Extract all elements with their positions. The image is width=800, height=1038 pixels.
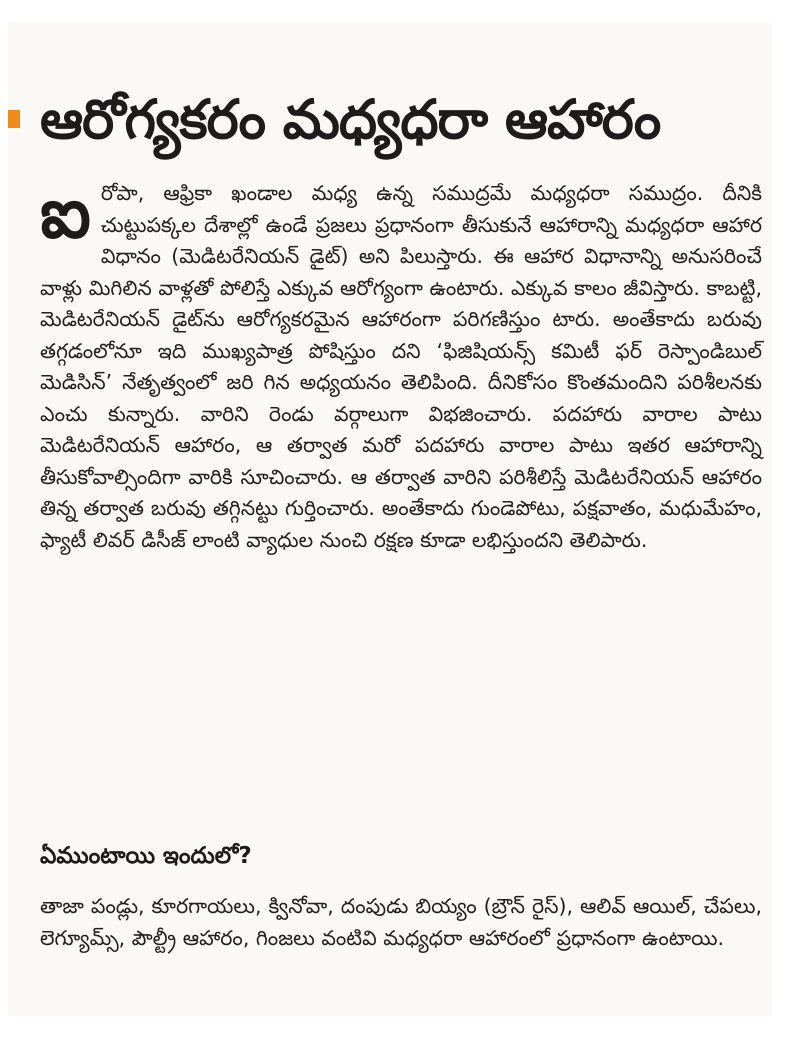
ingredients-paragraph: తాజా పండ్లు, కూరగాయలు, క్వినోవా, దంపుడు బియ్యం (బ్రౌన్ రైస్), ఆలివ్ ఆయిల్, చేపలు, లెగ్యూమ్స్, పౌల్ట్రీ ఆహారం, గింజలు వంటివి మధ్యధరా ఆహారంలో ప్రధానంగా ఉంటాయి. bbox=[40, 894, 762, 950]
article-body bbox=[40, 172, 762, 556]
newspaper-clipping bbox=[8, 22, 772, 1016]
drop-cap-letter: ఐ bbox=[40, 172, 91, 254]
accent-marker bbox=[8, 110, 20, 128]
article-headline: ఆరోగ్యకరం మధ్యధరా ఆహారం bbox=[40, 88, 661, 151]
article-paragraph: రోపా, ఆఫ్రికా ఖండాల మధ్య ఉన్న సముద్రమే మధ్యధరా సముద్రం. దీనికి చుట్టుపక్కల దేశాల్లో ఉండే ప్రజలు ప్రధానంగా తీసుకునే ఆహారాన్ని మధ్యధరా ఆహార విధానం (మెడిటరేనియన్ డైట్) అని పిలుస్తారు. ఈ ఆహార విధానాన్ని అనుసరించే వాళ్లు మిగిలిన వాళ్లతో పోలిస్తే ఎక్కువ ఆరోగ్యంగా ఉంటారు. ఎక్కువ కాలం జీవిస్తారు. కాబట్టి, మెడిటరేనియన్ డైట్‌ను ఆరోగ్యకరమైన ఆహారంగా పరిగణిస్తుం టారు. అంతేకాదు బరువు తగ్గడంలోనూ ఇది ముఖ్యపాత్ర పోషిస్తుం దని ‘ఫిజిషియన్స్ కమిటీ ఫర్ రెస్పాండిబుల్ మెడిసిన్’ నేతృత్వంలో జరి గిన అధ్యయనం తెలిపింది. దీనికోసం కొంతమందిని పరిశీలనకు ఎంచు కున్నారు. వారిని రెండు వర్గాలుగా విభజించారు. పదహారు వారాల పాటు మెడిటరేనియన్ ఆహారం, ఆ తర్వాత మరో పదహారు వారాల పాటు ఇతర ఆహారాన్ని తీసుకోవాల్సిందిగా వారికి సూచించారు. ఆ తర్వాత వారిని పరిశీలిస్తే మెడిటరేనియన్ ఆహారం తిన్న తర్వాత బరువు తగ్గినట్టు గుర్తించారు. అంతేకాదు గుండెపోటు, పక్షవాతం, మధుమేహం, ఫ్యాటీ లివర్ డిసీజ్ లాంటి వ్యాధుల నుంచి రక్షణ కూడా లభిస్తుందని తెలిపారు. bbox=[40, 181, 762, 552]
section-subheading: ఏముంటాయి ఇందులో? bbox=[40, 843, 252, 869]
